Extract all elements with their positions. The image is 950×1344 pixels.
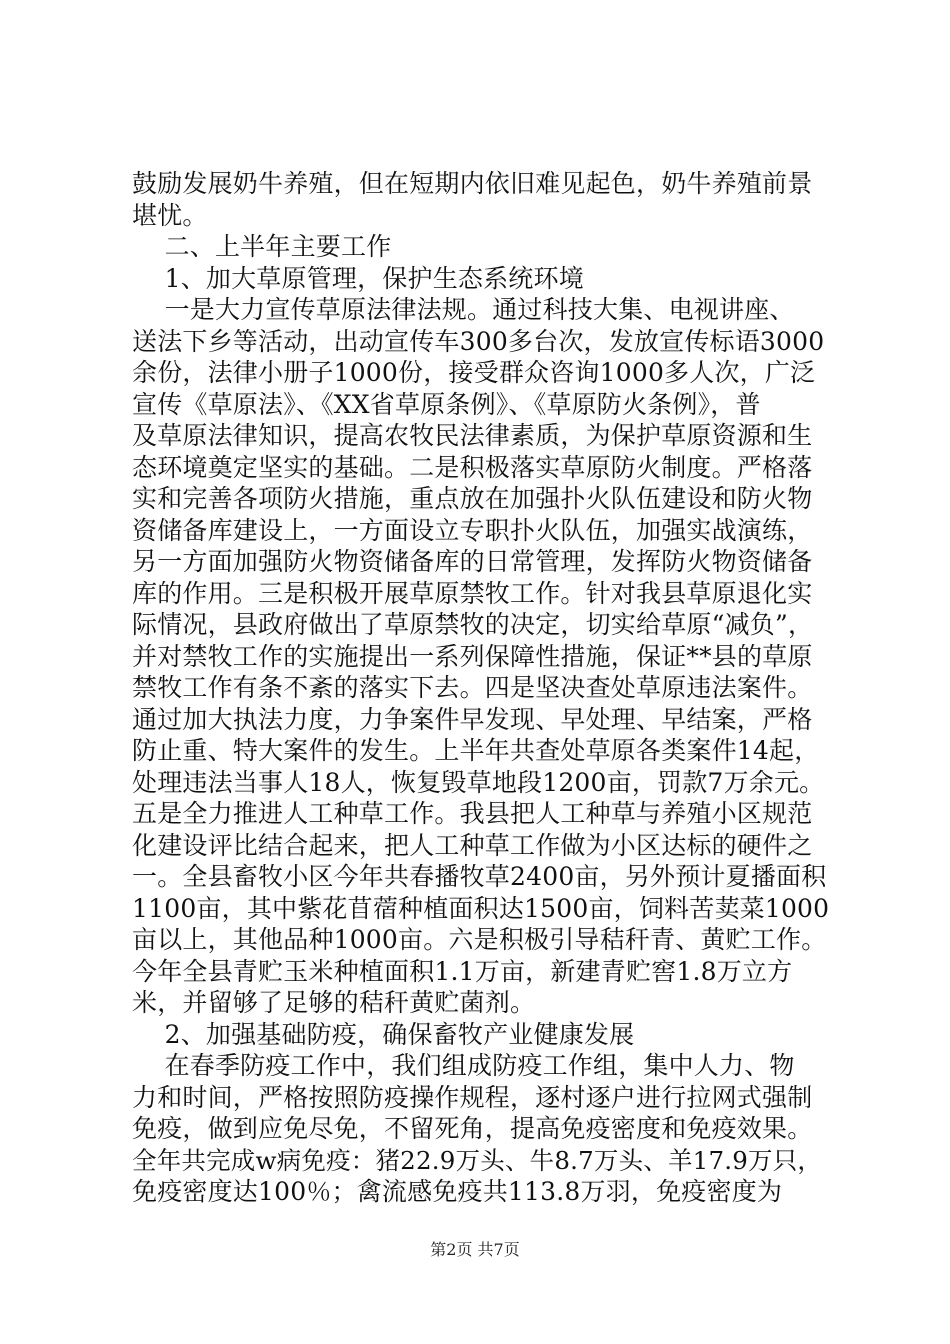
text-line: 实和完善各项防火措施，重点放在加强扑火队伍建设和防火物: [132, 484, 813, 513]
text-line: 并对禁牧工作的实施提出一系列保障性措施，保证**县的草原: [132, 641, 813, 671]
text-line: 力和时间，严格按照防疫操作规程，逐村逐户进行拉网式强制: [132, 1082, 813, 1112]
text-line: 化建设评比结合起来，把人工种草工作做为小区达标的硬件之: [132, 830, 813, 860]
text-line: 处理违法当事人18人，恢复毁草地段1200亩，罚款7万余元。: [132, 767, 825, 797]
text-line: 另一方面加强防火物资储备库的日常管理，发挥防火物资储备: [132, 547, 813, 576]
text-line: 际情况，县政府做出了草原禁牧的决定，切实给草原“减负”，: [132, 610, 814, 639]
text-line: 通过加大执法力度，力争案件早发现、早处理、早结案，严格: [132, 704, 813, 734]
body-text: [132, 168, 832, 1208]
text-line: 一。全县畜牧小区今年共春播牧草2400亩，另外预计夏播面积: [132, 862, 827, 891]
text-line: 免疫密度达100％；禽流感免疫共113.8万羽，免疫密度为: [132, 1177, 783, 1206]
text-line: 1100亩，其中紫花苜蓿种植面积达1500亩，饲料苦荬菜1000: [132, 893, 830, 923]
text-line: 全年共完成w病免疫：猪22.9万头、牛8.7万头、羊17.9万只，: [132, 1145, 823, 1175]
text-line: 鼓励发展奶牛养殖，但在短期内依旧难见起色，奶牛养殖前景: [132, 169, 813, 198]
subsection-heading: 2、加强基础防疫，确保畜牧产业健康发展: [132, 1019, 635, 1049]
text-line: 宣传《草原法》、《XX省草原条例》、《草原防火条例》，普: [132, 389, 761, 419]
text-line: 态环境奠定坚实的基础。二是积极落实草原防火制度。严格落: [132, 452, 813, 482]
text-line: 禁牧工作有条不紊的落实下去。四是坚决查处草原违法案件。: [132, 673, 813, 702]
text-line: 免疫，做到应免尽免，不留死角，提高免疫密度和免疫效果。: [132, 1114, 813, 1143]
text-line: 今年全县青贮玉米种植面积1.1万亩，新建青贮窖1.8万立方: [132, 956, 793, 986]
text-line: 亩以上，其他品种1000亩。六是积极引导秸秆青、黄贮工作。: [132, 925, 827, 954]
text-line: 米，并留够了足够的秸秆黄贮菌剂。: [132, 988, 536, 1017]
text-line: 一是大力宣传草原法律法规。通过科技大集、电视讲座、: [132, 295, 795, 324]
text-line: 库的作用。三是积极开展草原禁牧工作。针对我县草原退化实: [132, 578, 813, 608]
text-line: 及草原法律知识，提高农牧民法律素质，为保护草原资源和生: [132, 421, 813, 450]
page-number-footer: 第2页 共7页: [430, 1240, 520, 1259]
text-line: 五是全力推进人工种草工作。我县把人工种草与养殖小区规范: [132, 799, 813, 828]
text-line: 防止重、特大案件的发生。上半年共查处草原各类案件14起，: [132, 736, 820, 765]
text-line: 资储备库建设上，一方面设立专职扑火队伍，加强实战演练，: [132, 515, 813, 545]
text-line: 余份，法律小册子1000份，接受群众咨询1000多人次，广泛: [132, 358, 816, 387]
text-line: 送法下乡等活动，出动宣传车300多台次，发放宣传标语3000: [132, 326, 825, 356]
text-line: 在春季防疫工作中，我们组成防疫工作组，集中人力、物: [132, 1051, 795, 1080]
subsection-heading: 1、加大草原管理，保护生态系统环境: [132, 263, 584, 293]
text-line: 堪忧。: [132, 200, 208, 230]
section-heading: 二、上半年主要工作: [132, 232, 392, 261]
